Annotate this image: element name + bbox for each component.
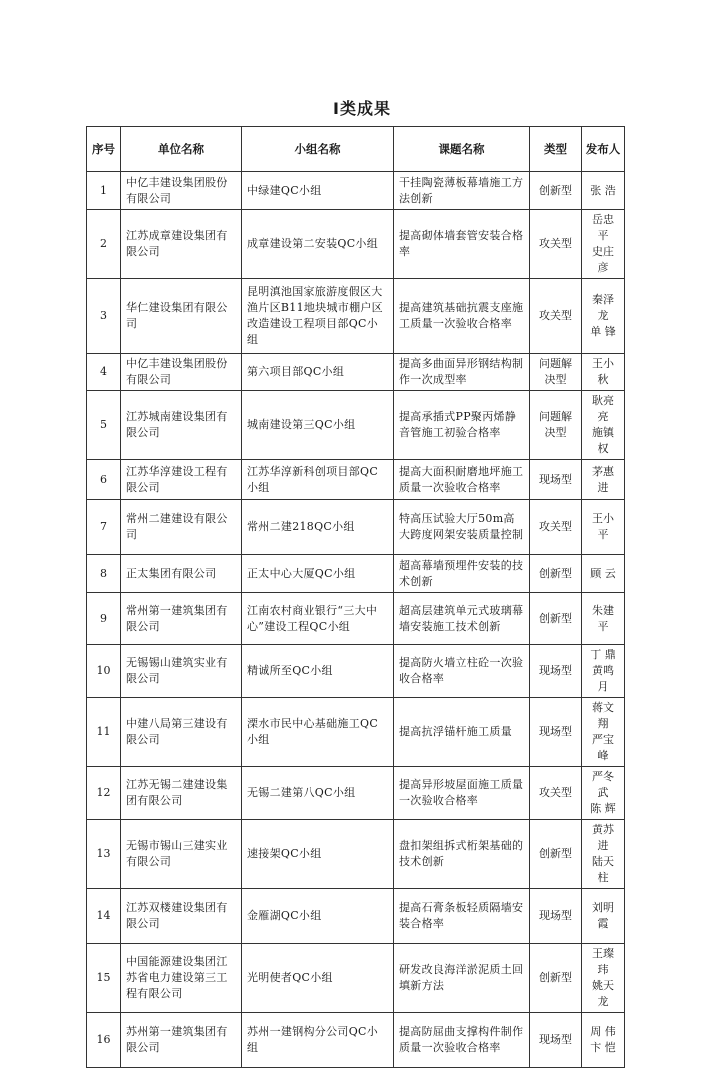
header-type: 类型 (530, 127, 582, 172)
cell-type: 攻关型 (530, 500, 582, 555)
cell-unit: 常州二建建设有限公司 (121, 500, 242, 555)
cell-num: 5 (87, 391, 121, 460)
table-row (87, 593, 625, 645)
cell-unit: 常州第一建筑集团有限公司 (121, 593, 242, 645)
cell-type: 创新型 (530, 820, 582, 889)
cell-publisher: 茅惠进 (582, 460, 625, 500)
header-group: 小组名称 (242, 127, 394, 172)
cell-unit: 江苏华淳建设工程有限公司 (121, 460, 242, 500)
cell-group: 城南建设第三QC小组 (242, 391, 394, 460)
cell-type: 攻关型 (530, 279, 582, 354)
cell-topic: 盘扣架组拆式桁架基础的技术创新 (394, 820, 530, 889)
table-row (87, 460, 625, 500)
cell-type: 现场型 (530, 460, 582, 500)
cell-publisher: 岳忠平 史庄彦 (582, 210, 625, 279)
table-row (87, 1013, 625, 1068)
cell-unit: 无锡锡山建筑实业有限公司 (121, 645, 242, 698)
cell-topic: 超高幕墙预埋件安装的技术创新 (394, 555, 530, 593)
cell-unit: 江苏双楼建设集团有限公司 (121, 889, 242, 944)
cell-topic: 提高建筑基础抗震支座施工质量一次验收合格率 (394, 279, 530, 354)
table-row (87, 354, 625, 391)
cell-type: 现场型 (530, 889, 582, 944)
cell-group: 常州二建218QC小组 (242, 500, 394, 555)
cell-type: 现场型 (530, 698, 582, 767)
cell-unit: 中建八局第三建设有限公司 (121, 698, 242, 767)
cell-num: 8 (87, 555, 121, 593)
cell-publisher: 黄苏进 陆天柱 (582, 820, 625, 889)
header-num: 序号 (87, 127, 121, 172)
cell-group: 苏州一建钢构分公司QC小组 (242, 1013, 394, 1068)
table-row (87, 698, 625, 767)
cell-num: 2 (87, 210, 121, 279)
cell-unit: 中亿丰建设集团股份有限公司 (121, 354, 242, 391)
cell-group: 精诚所至QC小组 (242, 645, 394, 698)
cell-topic: 提高抗浮锚杆施工质量 (394, 698, 530, 767)
table-row (87, 391, 625, 460)
cell-publisher: 丁 鼎 黄鸣月 (582, 645, 625, 698)
table-row (87, 210, 625, 279)
cell-type: 现场型 (530, 645, 582, 698)
results-table (86, 126, 625, 1068)
cell-type: 攻关型 (530, 767, 582, 820)
cell-type: 创新型 (530, 593, 582, 645)
cell-unit: 苏州第一建筑集团有限公司 (121, 1013, 242, 1068)
table-row (87, 279, 625, 354)
cell-group: 江苏华淳新科创项目部QC小组 (242, 460, 394, 500)
cell-group: 金雁湖QC小组 (242, 889, 394, 944)
table-row (87, 172, 625, 210)
cell-unit: 中国能源建设集团江苏省电力建设第三工程有限公司 (121, 944, 242, 1013)
table-row (87, 645, 625, 698)
cell-publisher: 顾 云 (582, 555, 625, 593)
cell-publisher: 王小秋 (582, 354, 625, 391)
table-header-row (87, 127, 625, 172)
cell-topic: 研发改良海洋淤泥质土回填新方法 (394, 944, 530, 1013)
cell-publisher: 严冬武 陈 辉 (582, 767, 625, 820)
cell-num: 15 (87, 944, 121, 1013)
cell-num: 3 (87, 279, 121, 354)
cell-group: 光明使者QC小组 (242, 944, 394, 1013)
cell-num: 4 (87, 354, 121, 391)
cell-group: 江南农村商业银行“三大中心”建设工程QC小组 (242, 593, 394, 645)
cell-unit: 江苏成章建设集团有限公司 (121, 210, 242, 279)
cell-topic: 提高砌体墙套管安装合格率 (394, 210, 530, 279)
cell-num: 11 (87, 698, 121, 767)
cell-type: 攻关型 (530, 210, 582, 279)
cell-type: 现场型 (530, 1013, 582, 1068)
table-row (87, 889, 625, 944)
cell-unit: 江苏城南建设集团有限公司 (121, 391, 242, 460)
cell-num: 6 (87, 460, 121, 500)
cell-unit: 无锡市锡山三建实业有限公司 (121, 820, 242, 889)
cell-group: 昆明滇池国家旅游度假区大渔片区B11地块城市棚户区改造建设工程项目部QC小组 (242, 279, 394, 354)
header-topic: 课题名称 (394, 127, 530, 172)
cell-num: 16 (87, 1013, 121, 1068)
table-row (87, 767, 625, 820)
cell-type: 创新型 (530, 555, 582, 593)
cell-unit: 中亿丰建设集团股份有限公司 (121, 172, 242, 210)
cell-topic: 干挂陶瓷薄板幕墙施工方法创新 (394, 172, 530, 210)
cell-group: 溧水市民中心基础施工QC小组 (242, 698, 394, 767)
cell-publisher: 王小平 (582, 500, 625, 555)
cell-group: 中绿建QC小组 (242, 172, 394, 210)
cell-num: 7 (87, 500, 121, 555)
cell-publisher: 秦泽龙 单 锋 (582, 279, 625, 354)
page-title: Ⅰ类成果 (333, 99, 391, 118)
cell-unit: 华仁建设集团有限公司 (121, 279, 242, 354)
cell-group: 成章建设第二安装QC小组 (242, 210, 394, 279)
cell-topic: 提高多曲面异形钢结构制作一次成型率 (394, 354, 530, 391)
cell-publisher: 周 伟 卞 恺 (582, 1013, 625, 1068)
cell-topic: 提高承插式PP聚丙烯静音管施工初验合格率 (394, 391, 530, 460)
cell-group: 正太中心大厦QC小组 (242, 555, 394, 593)
cell-publisher: 王璨玮 姚天龙 (582, 944, 625, 1013)
cell-unit: 江苏无锡二建建设集团有限公司 (121, 767, 242, 820)
cell-num: 10 (87, 645, 121, 698)
cell-group: 速接架QC小组 (242, 820, 394, 889)
cell-publisher: 张 浩 (582, 172, 625, 210)
header-unit: 单位名称 (121, 127, 242, 172)
cell-publisher: 朱建平 (582, 593, 625, 645)
cell-group: 第六项目部QC小组 (242, 354, 394, 391)
cell-group: 无锡二建第八QC小组 (242, 767, 394, 820)
cell-num: 13 (87, 820, 121, 889)
cell-num: 1 (87, 172, 121, 210)
cell-type: 创新型 (530, 944, 582, 1013)
cell-type: 问题解决型 (530, 391, 582, 460)
cell-topic: 特高压试验大厅50m高大跨度网架安装质量控制 (394, 500, 530, 555)
table-row (87, 944, 625, 1013)
cell-topic: 超高层建筑单元式玻璃幕墙安装施工技术创新 (394, 593, 530, 645)
cell-topic: 提高防火墙立柱砼一次验收合格率 (394, 645, 530, 698)
table-row (87, 820, 625, 889)
table-row (87, 500, 625, 555)
cell-publisher: 刘明霞 (582, 889, 625, 944)
cell-publisher: 蒋文翔 严宝峰 (582, 698, 625, 767)
cell-topic: 提高大面积耐磨地坪施工质量一次验收合格率 (394, 460, 530, 500)
cell-unit: 正太集团有限公司 (121, 555, 242, 593)
cell-num: 12 (87, 767, 121, 820)
cell-topic: 提高防屈曲支撑构件制作质量一次验收合格率 (394, 1013, 530, 1068)
cell-num: 9 (87, 593, 121, 645)
header-publisher: 发布人 (582, 127, 625, 172)
cell-publisher: 耿亮亮 施镇权 (582, 391, 625, 460)
cell-num: 14 (87, 889, 121, 944)
cell-topic: 提高异形坡屋面施工质量一次验收合格率 (394, 767, 530, 820)
table-row (87, 555, 625, 593)
cell-topic: 提高石膏条板轻质隔墙安装合格率 (394, 889, 530, 944)
cell-type: 创新型 (530, 172, 582, 210)
cell-type: 问题解决型 (530, 354, 582, 391)
